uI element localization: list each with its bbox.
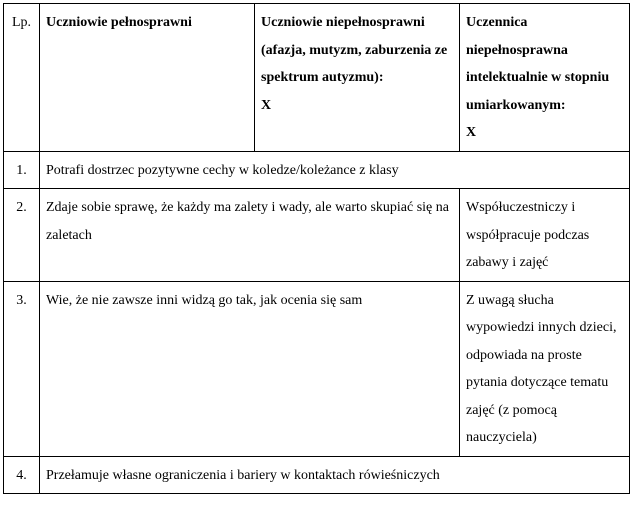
row-text: Przełamuje własne ograniczenia i bariery w kontaktach rówieśniczych bbox=[40, 456, 630, 494]
header-able-students: Uczniowie pełnosprawni bbox=[40, 4, 255, 152]
row-number: 1. bbox=[4, 151, 40, 189]
header-lp: Lp. bbox=[4, 4, 40, 152]
header-intellectual-disability-mark: X bbox=[466, 125, 477, 140]
header-disabled-students-mark: X bbox=[261, 97, 272, 113]
table-row bbox=[4, 151, 630, 189]
row-number: 2. bbox=[4, 189, 40, 282]
header-disabled-students-label: Uczniowie niepełnosprawni (afazja, mutyzm, zaburzenia ze spektrum autyzmu): bbox=[261, 15, 448, 85]
header-intellectual-disability-student bbox=[460, 4, 630, 152]
row-note: Współuczestniczy i współpracuje podczas zabawy i zajęć bbox=[460, 189, 630, 282]
row-note: Z uwagą słucha wypowiedzi innych dzieci, odpowiada na proste pytania dotyczące tematu zajęć (z pomocą nauczyciela) bbox=[460, 281, 630, 456]
row-text: Wie, że nie zawsze inni widzą go tak, jak ocenia się sam bbox=[40, 281, 460, 456]
table-row bbox=[4, 456, 630, 494]
table-header-row bbox=[4, 4, 630, 152]
table-row bbox=[4, 189, 630, 282]
header-intellectual-disability-label: Uczennica niepełnosprawna intelektualnie w stopniu umiarkowanym: bbox=[466, 15, 610, 113]
row-number: 4. bbox=[4, 456, 40, 494]
skills-table bbox=[3, 3, 630, 494]
table-row bbox=[4, 281, 630, 456]
header-disabled-students bbox=[255, 4, 460, 152]
row-number: 3. bbox=[4, 281, 40, 456]
row-text: Potrafi dostrzec pozytywne cechy w koledze/koleżance z klasy bbox=[40, 151, 630, 189]
row-text: Zdaje sobie sprawę, że każdy ma zalety i wady, ale warto skupiać się na zaletach bbox=[40, 189, 460, 282]
